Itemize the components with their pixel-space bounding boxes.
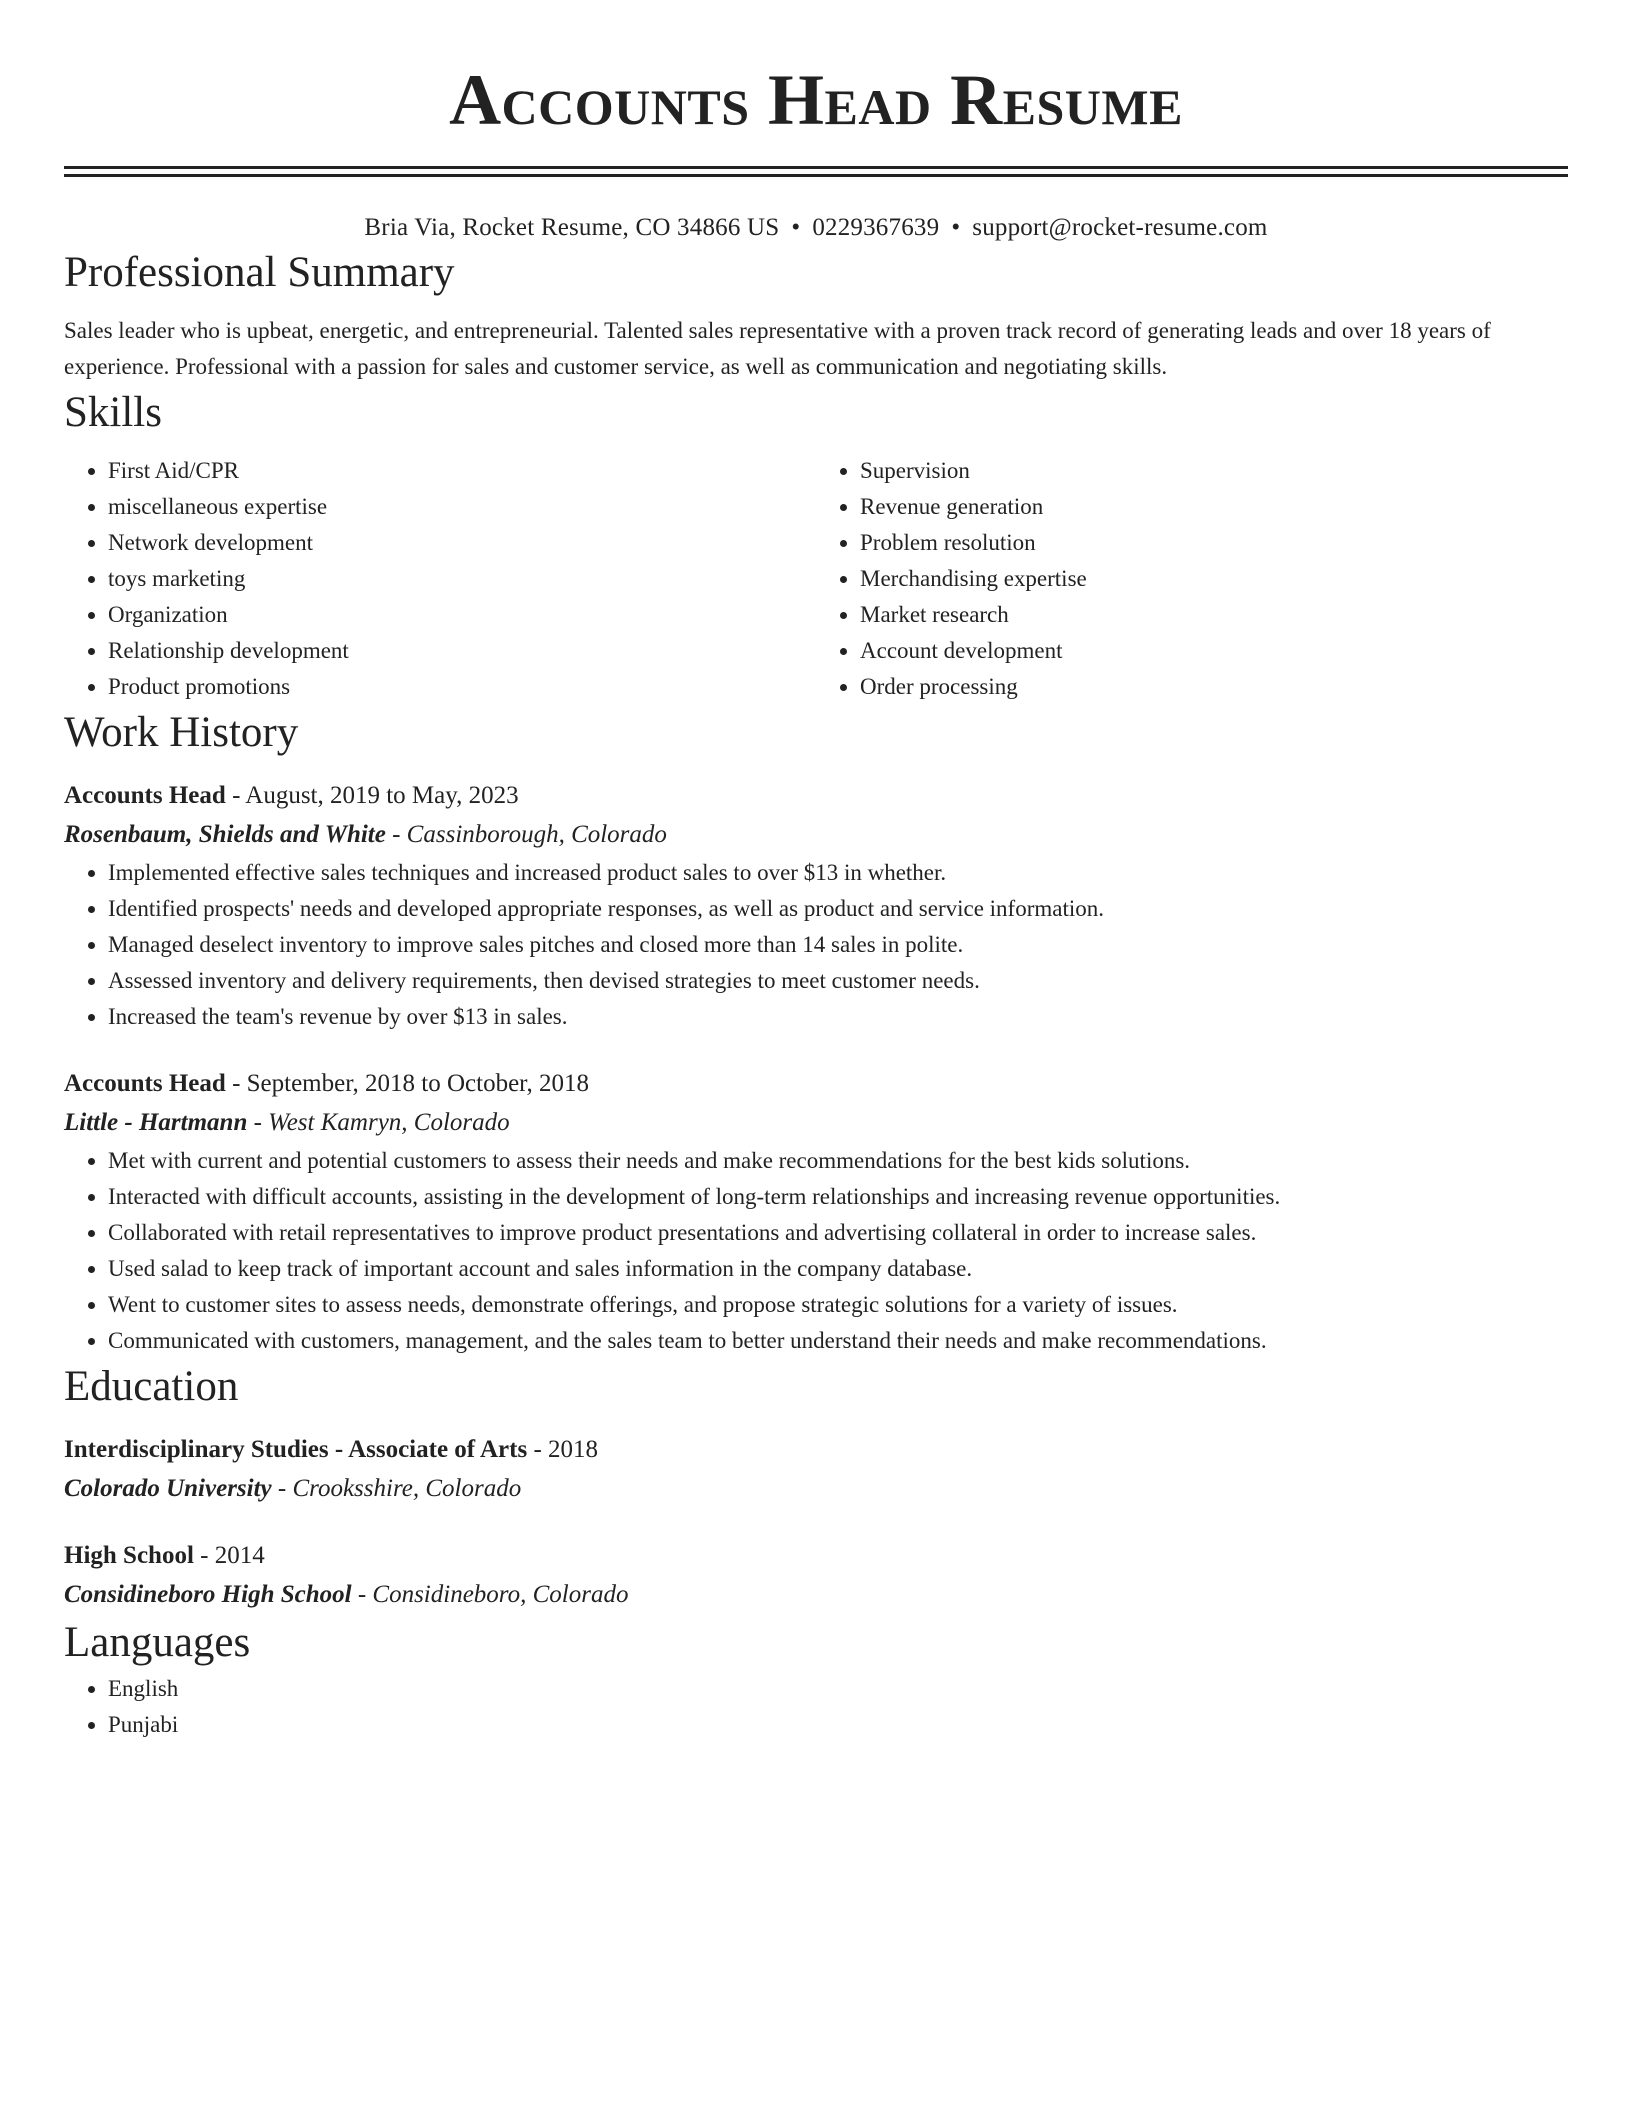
summary-heading: Professional Summary — [64, 249, 455, 296]
education-year: - 2018 — [527, 1436, 599, 1463]
job-bullet: • Assessed inventory and delivery requirements, then devised strategies to meet customer needs. — [108, 963, 1568, 999]
job-bullet-list — [64, 855, 1568, 1035]
job-bullet: • Met with current and potential customers to assess their needs and make recommendations for the best kids solutions. — [108, 1143, 1568, 1179]
language-item: • English — [108, 1671, 1568, 1707]
skills-heading: Skills — [64, 389, 162, 436]
job-dates: - September, 2018 to October, 2018 — [225, 1070, 590, 1097]
job-bullet: • Used salad to keep track of important account and sales information in the company database. — [108, 1251, 1568, 1287]
contact-line — [64, 211, 1568, 245]
skill-item: • Organization — [108, 597, 816, 633]
job-bullet: • Interacted with difficult accounts, assisting in the development of long-term relationships and increasing revenue opportunities. — [108, 1179, 1568, 1215]
skill-item: • Relationship development — [108, 633, 816, 669]
education-location: - Considineboro, Colorado — [351, 1581, 629, 1608]
education-year: - 2014 — [193, 1542, 265, 1569]
education-institution — [64, 1575, 1568, 1615]
education-school: Colorado University — [64, 1475, 272, 1502]
education-location: - Crooksshire, Colorado — [271, 1475, 522, 1502]
job-bullet-list — [64, 1143, 1568, 1359]
skills-list-left — [64, 453, 816, 705]
skill-item: • Supervision — [860, 453, 1568, 489]
job-header — [64, 777, 1568, 815]
title-double-rule — [64, 166, 1568, 177]
education-school: Considineboro High School — [64, 1581, 352, 1608]
job-entry — [64, 1065, 1568, 1359]
job-entry — [64, 777, 1568, 1035]
job-bullet: • Identified prospects' needs and developed appropriate responses, as well as product and service information. — [108, 891, 1568, 927]
job-title: Accounts Head — [64, 1070, 226, 1097]
job-dates: - August, 2019 to May, 2023 — [225, 782, 519, 809]
job-title: Accounts Head — [64, 782, 226, 809]
job-header — [64, 1065, 1568, 1103]
contact-separator: • — [791, 214, 801, 241]
work-history-heading: Work History — [64, 709, 299, 756]
job-bullet: • Implemented effective sales techniques and increased product sales to over $13 in whether. — [108, 855, 1568, 891]
skill-item: • Revenue generation — [860, 489, 1568, 525]
summary-text: Sales leader who is upbeat, energetic, and entrepreneurial. Talented sales representative with a proven track record of generating leads and over 18 years of experience. Professional with a passion for sales and customer service, as well as communication and negotiating skills. — [64, 318, 1491, 379]
education-header — [64, 1537, 1568, 1575]
job-company: Rosenbaum, Shields and White — [64, 821, 386, 848]
contact-phone: 0229367639 — [812, 214, 940, 241]
job-employer — [64, 815, 1568, 855]
education-entry — [64, 1431, 1568, 1509]
resume-title: Accounts Head Resume — [449, 60, 1183, 140]
job-bullet: • Increased the team's revenue by over $13 in sales. — [108, 999, 1568, 1035]
education-entry — [64, 1537, 1568, 1615]
job-bullet: • Communicated with customers, management, and the sales team to better understand their needs and make recommendations. — [108, 1323, 1568, 1359]
skill-item: • miscellaneous expertise — [108, 489, 816, 525]
skill-item: • Product promotions — [108, 669, 816, 705]
skill-item: • First Aid/CPR — [108, 453, 816, 489]
contact-address: Bria Via, Rocket Resume, CO 34866 US — [364, 214, 780, 241]
job-location: - Cassinborough, Colorado — [385, 821, 667, 848]
skill-item: • Market research — [860, 597, 1568, 633]
education-degree: High School — [64, 1542, 194, 1569]
skill-item: • Account development — [860, 633, 1568, 669]
skills-grid — [64, 453, 1568, 705]
skill-item: • toys marketing — [108, 561, 816, 597]
education-heading: Education — [64, 1363, 239, 1410]
education-institution — [64, 1469, 1568, 1509]
skills-list-right — [816, 453, 1568, 705]
job-location: - West Kamryn, Colorado — [247, 1109, 510, 1136]
languages-list — [64, 1671, 1568, 1743]
job-bullet: • Went to customer sites to assess needs, demonstrate offerings, and propose strategic solutions for a variety of issues. — [108, 1287, 1568, 1323]
job-company: Little - Hartmann — [64, 1109, 248, 1136]
job-employer — [64, 1103, 1568, 1143]
job-bullet: • Managed deselect inventory to improve sales pitches and closed more than 14 sales in polite. — [108, 927, 1568, 963]
language-item: • Punjabi — [108, 1707, 1568, 1743]
skill-item: • Order processing — [860, 669, 1568, 705]
skill-item: • Merchandising expertise — [860, 561, 1568, 597]
contact-email: support@rocket-resume.com — [972, 214, 1268, 241]
skill-item: • Problem resolution — [860, 525, 1568, 561]
job-bullet: • Collaborated with retail representatives to improve product presentations and advertising collateral in order to increase sales. — [108, 1215, 1568, 1251]
education-header — [64, 1431, 1568, 1469]
languages-heading: Languages — [64, 1619, 251, 1666]
contact-separator: • — [951, 214, 961, 241]
skill-item: • Network development — [108, 525, 816, 561]
education-degree: Interdisciplinary Studies - Associate of Arts — [64, 1436, 528, 1463]
